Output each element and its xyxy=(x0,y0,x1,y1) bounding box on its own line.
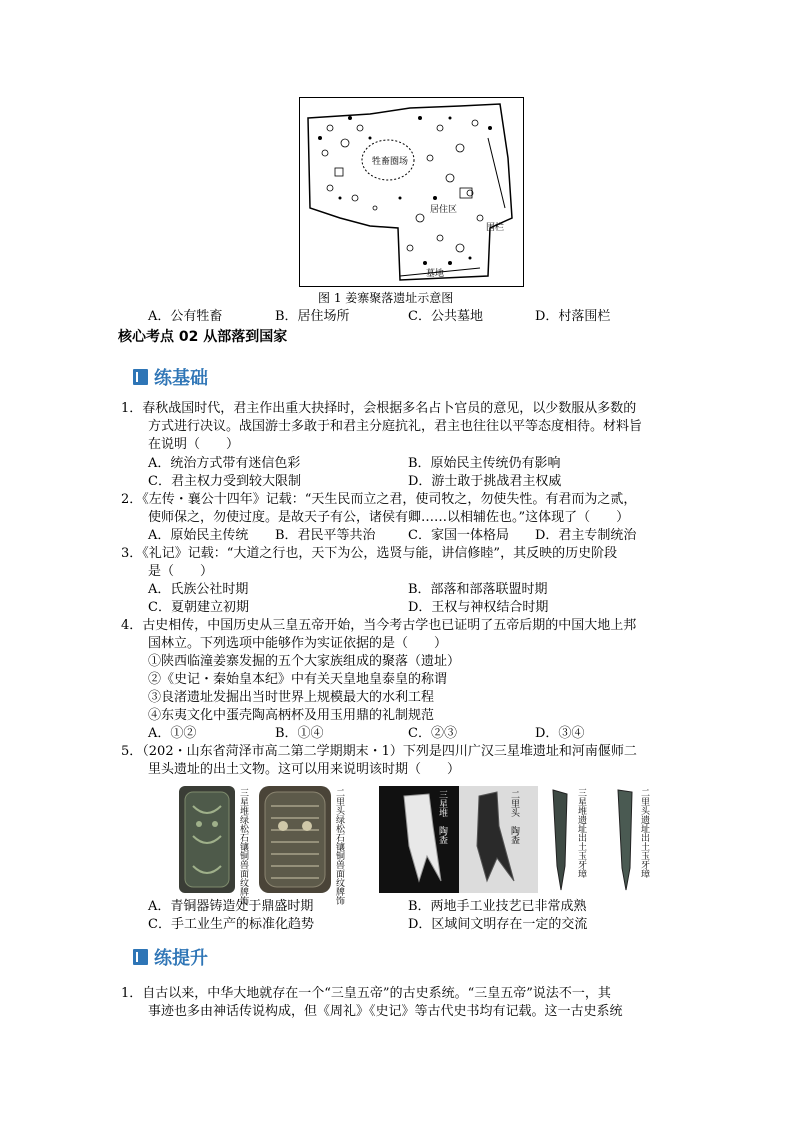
q4-item: ③良渚遗址发掘出当时世界上规模最大的水利工程 xyxy=(148,690,435,705)
q1-option-d[interactable]: D．游士敢于挑战君主权威 xyxy=(408,474,562,489)
q4-option-d[interactable]: D．③④ xyxy=(535,726,585,741)
option-b[interactable]: B．居住场所 xyxy=(275,309,350,324)
section-advanced xyxy=(133,944,208,970)
image-label: 二里头 陶盉 xyxy=(509,790,519,844)
settlement-map-figure xyxy=(299,97,524,287)
plaque-drawing xyxy=(259,786,331,893)
q3-line: 是（ ） xyxy=(148,564,214,579)
q2-line: 2．《左传・襄公十四年》记载：“天生民而立之君，使司牧之，勿使失性。有君而为之贰， xyxy=(121,492,637,507)
q1-line: 1．春秋战国时代，君主作出重大抉择时，会根据多名占卜官员的意见，以少数服从多数的 xyxy=(121,401,637,416)
artifact-plaque-image xyxy=(179,786,235,893)
q1-option-b[interactable]: B．原始民主传统仍有影响 xyxy=(408,456,561,471)
q2-option-a[interactable]: A．原始民主传统 xyxy=(148,528,249,543)
q3-option-d[interactable]: D．王权与神权结合时期 xyxy=(408,600,549,615)
q3-option-c[interactable]: C．夏朝建立初期 xyxy=(148,600,249,615)
q1-option-a[interactable]: A．统治方式带有迷信色彩 xyxy=(148,456,301,471)
jade-zhang-drawing xyxy=(549,786,571,893)
q5-option-d[interactable]: D．区域间文明存在一定的交流 xyxy=(408,917,588,932)
book-icon xyxy=(133,949,148,965)
section-heading: 核心考点 02 从部落到国家 xyxy=(118,329,288,345)
section-basic-label: 练基础 xyxy=(154,368,208,389)
map-label-fence: 围栏 xyxy=(486,223,505,233)
q5-option-b[interactable]: B．两地手工业技艺已非常成熟 xyxy=(408,899,587,914)
map-label-cemetery: 墓地 xyxy=(426,269,445,279)
section-basic xyxy=(133,364,208,390)
settlement-map-drawing xyxy=(300,98,523,286)
q5-option-c[interactable]: C．手工业生产的标准化趋势 xyxy=(148,917,314,932)
q4-line: 国林立。下列选项中能够作为实证依据的是（ ） xyxy=(148,636,448,651)
q4-option-a[interactable]: A．①② xyxy=(148,726,197,741)
artifact-pottery-image xyxy=(379,786,538,893)
q4-item: ④东夷文化中蛋壳陶高柄杯及用玉用鼎的礼制规范 xyxy=(148,708,435,723)
q5-line: 里头遗址的出土文物。这可以用来说明该时期（ ） xyxy=(148,762,461,777)
map-label-plaza: 牲畜圈场 xyxy=(372,157,409,167)
q6-line: 事迹也多由神话传说构成，但《周礼》《史记》等古代史书均有记载。这一古史系统 xyxy=(148,1004,623,1019)
q2-option-c[interactable]: C．家国一体格局 xyxy=(408,528,509,543)
q5-line: 5．（202・山东省菏泽市高二第二学期期末・1）下列是四川广汉三星堆遗址和河南偃师二 xyxy=(121,744,637,759)
q1-line: 在说明（ ） xyxy=(148,437,240,452)
image-label: 三星堆遗址出土玉牙璋 xyxy=(576,788,586,878)
plaque-drawing xyxy=(179,786,235,893)
q5-option-a[interactable]: A．青铜器铸造处于鼎盛时期 xyxy=(148,899,314,914)
q4-option-c[interactable]: C．②③ xyxy=(408,726,457,741)
q4-item: ①陕西临潼姜寨发掘的五个大家族组成的聚落（遗址） xyxy=(148,654,461,669)
figure-caption: 图 1 姜寨聚落遗址示意图 xyxy=(318,291,454,305)
map-label-living: 居住区 xyxy=(430,205,458,215)
jade-zhang-image xyxy=(549,786,571,893)
option-c[interactable]: C．公共墓地 xyxy=(408,309,483,324)
artifact-plaque-image xyxy=(259,786,331,893)
option-a[interactable]: A．公有牲畜 xyxy=(148,309,223,324)
option-d[interactable]: D．村落围栏 xyxy=(535,309,611,324)
q1-line: 方式进行决议。战国游士多敢于和君主分庭抗礼，君主也往往以平等态度相待。材料旨 xyxy=(148,419,643,434)
q3-line: 3．《礼记》记载：“大道之行也，天下为公，选贤与能，讲信修睦”，其反映的历史阶段 xyxy=(121,546,618,561)
q4-line: 4．古史相传，中国历史从三皇五帝开始，当今考古学也已证明了五帝后期的中国大地上邦 xyxy=(121,618,637,633)
image-label: 三星堆绿松石镶铜兽面纹牌饰 xyxy=(238,788,248,905)
q1-option-c[interactable]: C．君主权力受到较大限制 xyxy=(148,474,301,489)
jade-zhang-image xyxy=(614,786,636,893)
image-label: 三星堆 陶盉 xyxy=(437,790,447,844)
image-label: 二里头遗址出土玉牙璋 xyxy=(639,788,649,878)
q6-line: 1．自古以来，中华大地就存在一个“三皇五帝”的古史系统。“三皇五帝”说法不一，其 xyxy=(121,986,611,1001)
jade-zhang-drawing xyxy=(614,786,636,893)
q3-option-a[interactable]: A．氏族公社时期 xyxy=(148,582,249,597)
q2-line: 使师保之，勿使过度。是故天子有公，诸侯有卿……以相辅佐也。”这体现了（ ） xyxy=(148,510,630,525)
q4-item: ②《史记・秦始皇本纪》中有关天皇地皇泰皇的称谓 xyxy=(148,672,448,687)
q2-option-b[interactable]: B．君民平等共治 xyxy=(275,528,376,543)
book-icon xyxy=(133,369,148,385)
q3-option-b[interactable]: B．部落和部落联盟时期 xyxy=(408,582,548,597)
section-advanced-label: 练提升 xyxy=(154,948,208,969)
q4-option-b[interactable]: B．①④ xyxy=(275,726,324,741)
q2-option-d[interactable]: D．君主专制统治 xyxy=(535,528,637,543)
image-label: 二里头绿松石镶铜兽面纹牌饰 xyxy=(334,788,344,905)
